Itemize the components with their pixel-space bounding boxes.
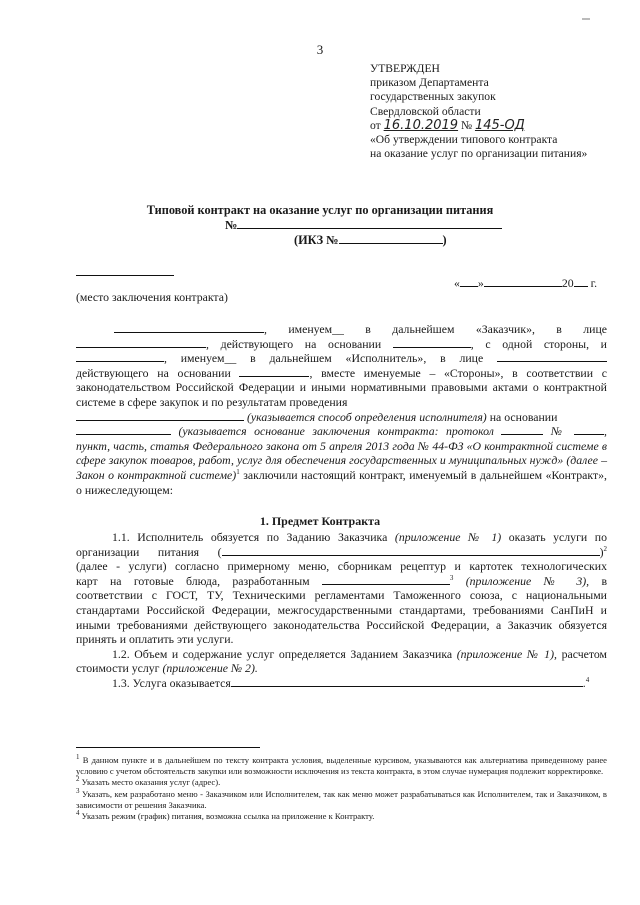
number-prefix: № — [460, 118, 473, 132]
section1-heading: 1. Предмет Контракта — [259, 514, 381, 528]
approval-line1: приказом Департамента — [370, 76, 489, 90]
footnote-1: $^1$ В данном пункте и в дальнейшем по тексту контракта условия, выделенные курсивом, указываются как альтернатива приведенному ранее условию с учетом обстоятельств закупки или возможности исключения из текста контракта, в этом случае нумерация подлежит корректировке. — [76, 753, 608, 777]
approval-block — [370, 62, 587, 161]
ikz-label: (ИКЗ № — [294, 233, 339, 247]
place-label: (место заключения контракта) — [76, 290, 228, 304]
approval-title: УТВЕРЖДЕН — [370, 62, 440, 75]
date-template: « » 20 г. — [454, 276, 598, 290]
handwritten-number: 145-ОД — [474, 117, 525, 133]
approval-date-line — [370, 119, 587, 133]
scan-mark — [582, 18, 590, 20]
section1-body: 1.1. Исполнитель обязуется по Заданию Заказчика (приложение № 1) оказать услуги по организации питания ( )$^2$ (далее - услуги) согласно примерному меню, сборникам рецептур и картотек технологических карт на готовые блюда, разработанным $^3$ (приложение № 3), в соответствии с ГОСТ, ТУ, Техническими регламентами Таможенного союза, с национальными стандартами Российской Федерации, межгосударственными стандартами, требованиями СанПиН и иными требованиями действующего законодательства Российской Федерации, а Заказчик обязуется принять и оплатить эти услуги. 1.2. Объем и содержание услуг определяется Заданием Заказчика (приложение № 1), расчетом стоимости услуг (приложение № 2). 1.3. Услуга оказывается .$^4$ — [76, 530, 608, 690]
place-blank — [76, 275, 174, 276]
ikz-blank — [339, 233, 443, 244]
contract-title: Типовой контракт на оказание услуг по организации питания — [146, 203, 494, 217]
date-prefix: от — [370, 118, 381, 132]
approval-subject-line1: «Об утверждении типового контракта — [370, 133, 558, 147]
contract-number-line — [225, 218, 502, 233]
approval-line3: Свердловской области — [370, 104, 481, 118]
handwritten-date: 16.10.2019 — [383, 117, 459, 133]
ikz-line — [294, 233, 447, 248]
footnote-3: $^3$ Указать, кем разработано меню - Заказчиком или Исполнителем, так как меню может разрабатываться как Исполнителем, так и Заказчиком, в зависимости от решения Заказчика. — [76, 786, 607, 810]
contract-number-blank — [237, 218, 502, 229]
footnotes — [76, 755, 607, 822]
contract-number-label: № — [225, 218, 238, 232]
preamble: , именуем__ в дальнейшем «Заказчик», в лице , действующего на основании , с одной стороны, и , именуем__ в дальнейшем «Исполнитель», в лице действующего на основании , вместе именуемые – «Стороны», в соответствии с законодательством Российской Федерации и иными нормативными правовыми актами о контрактной системе в сфере закупок и по результатам проведения (указывается способ определения исполнителя) на основании (указывается основание заключения контракта: протокол № , пункт, часть, статья Федерального закона от 5 апреля 2013 года № 44-ФЗ «О контрактной системе в сфере закупок товаров, работ, услуг для обеспечения государственных и муниципальных нужд» (далее – Закон о контрактной системе)$^1$ заключили настоящий контракт, именуемый в дальнейшем «Контракт», о нижеследующем: — [76, 322, 607, 497]
ikz-close: ) — [442, 233, 447, 247]
page-number: 3 — [316, 42, 324, 57]
footnote-4: $^4$ Указать режим (график) питания, возможна ссылка на приложение к Контракту. — [76, 809, 375, 822]
approval-subject-line2: на оказание услуг по организации питания» — [370, 147, 588, 161]
footnote-separator — [76, 747, 260, 748]
footnote-2: $^2$ Указать место оказания услуг (адрес). — [76, 775, 221, 788]
approval-line2: государственных закупок — [370, 90, 496, 104]
